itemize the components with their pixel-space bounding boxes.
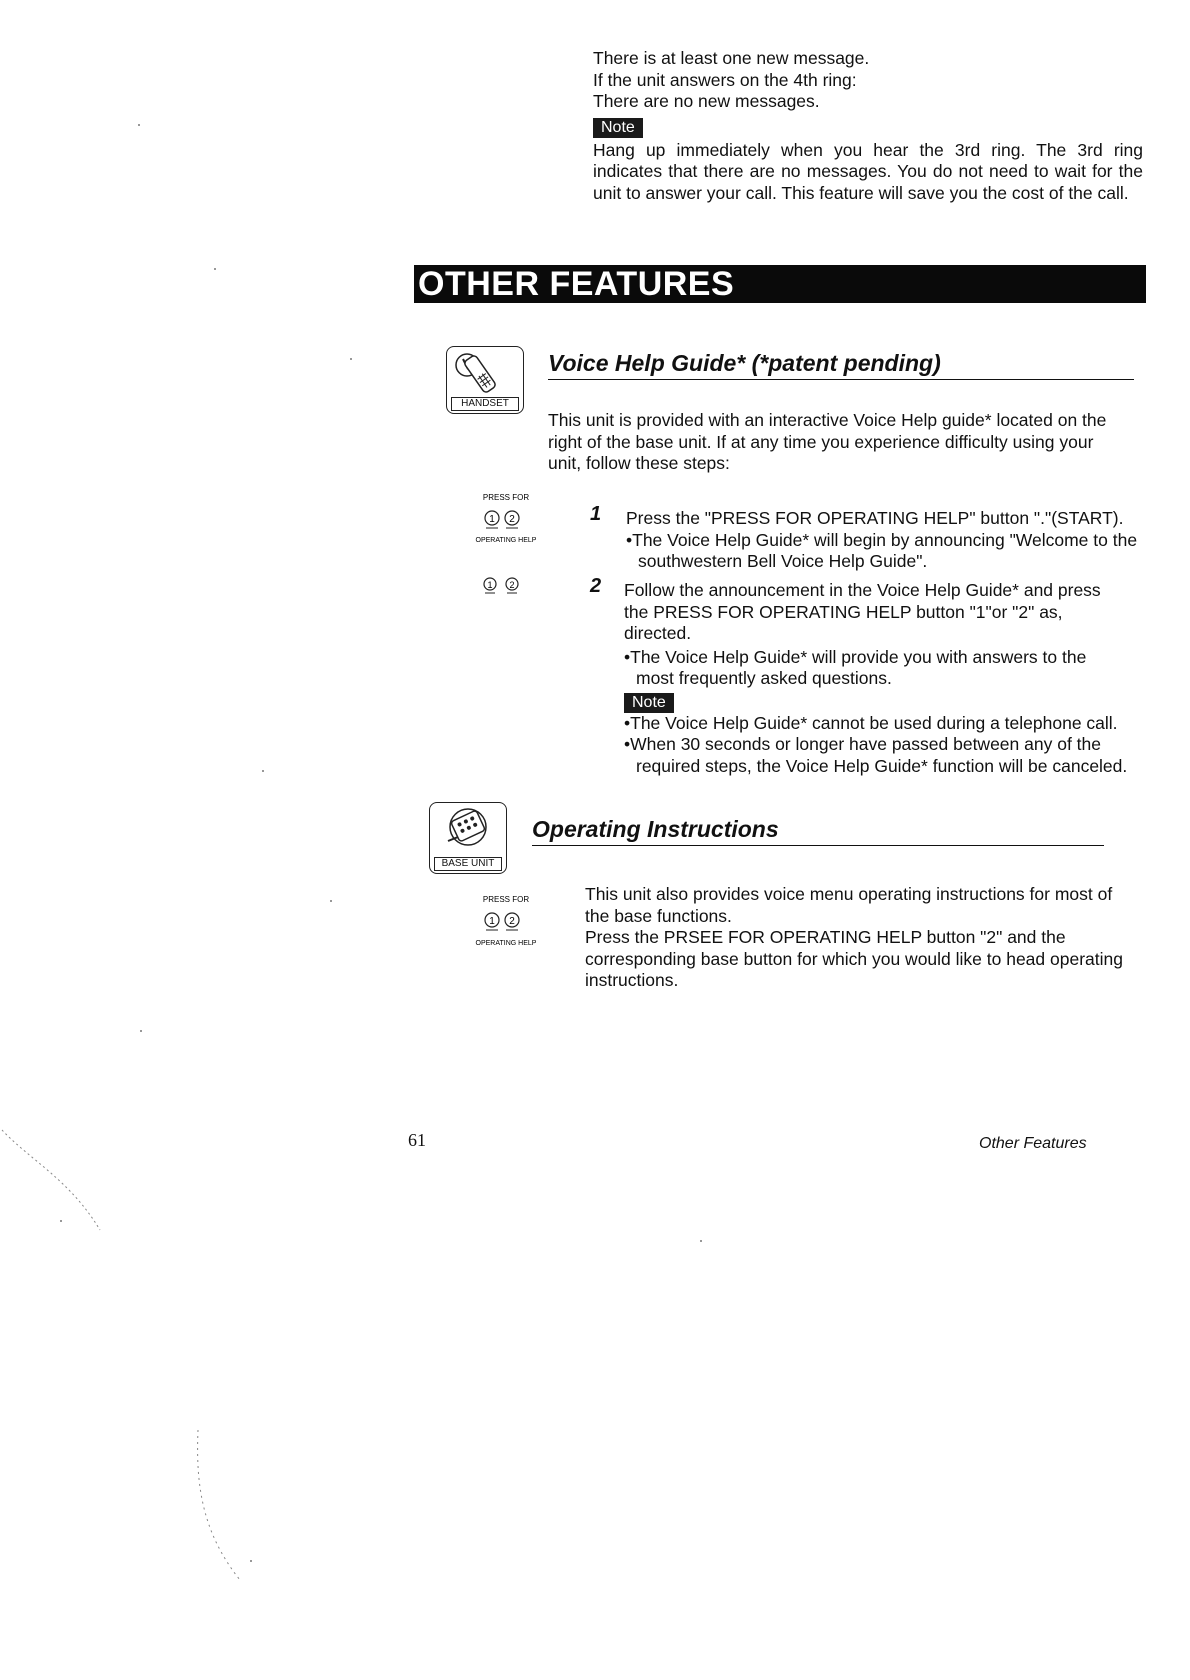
- note-badge: Note: [593, 118, 643, 138]
- step-1-number: 1: [590, 503, 602, 525]
- step-2-text: Follow the announcement in the Voice Help Guide* and press the PRESS FOR OPERATING HELP button "1"or "2" as, directed.: [624, 580, 1101, 643]
- base-unit-icon-box: [429, 802, 507, 874]
- voice-help-heading: Voice Help Guide* (*patent pending): [548, 350, 1134, 380]
- base-unit-icon: [430, 803, 506, 857]
- note-bullet-2: •When 30 seconds or longer have passed between any of the required steps, the Voice Help Guide* function will be canceled.: [624, 734, 1128, 776]
- footer-section-label: Other Features: [979, 1135, 1087, 1152]
- no-messages-line: There are no new messages.: [593, 91, 820, 111]
- help-button-2: 2: [509, 580, 515, 590]
- operating-ring-top-label: PRESS FOR: [482, 895, 530, 904]
- handset-label: HANDSET: [451, 397, 519, 411]
- scan-streak-lower: [190, 1430, 250, 1590]
- operating-button-2: 2: [509, 916, 515, 927]
- step-1-text: Press the "PRESS FOR OPERATING HELP" button "."(START).: [626, 508, 1124, 528]
- operating-help-button-icon: [466, 890, 546, 952]
- operating-para-2: Press the PRSEE FOR OPERATING HELP button "2" and the corresponding base button for which you would like to head operating instructions.: [585, 927, 1123, 990]
- button-1-label: 1: [489, 514, 495, 525]
- step-2-bullet: •The Voice Help Guide* will provide you with answers to the most frequently asked questions.: [624, 646, 1087, 688]
- handset-icon: [447, 347, 523, 399]
- step-1-bullet: •The Voice Help Guide* will begin by announcing "Welcome to the southwestern Bell Voice Help Guide".: [626, 529, 1138, 571]
- base-unit-label: BASE UNIT: [434, 857, 502, 871]
- section-banner: [414, 265, 1146, 303]
- banner-title: OTHER FEATURES: [418, 265, 735, 303]
- new-message-line: There is at least one new message.: [593, 48, 870, 68]
- press-for-help-button-icon: [466, 488, 546, 548]
- step-1: [626, 508, 1146, 573]
- help-buttons-icon: [478, 574, 528, 598]
- operating-button-1: 1: [489, 916, 495, 927]
- help-button-1: 1: [487, 580, 493, 590]
- top-block: [593, 48, 1143, 204]
- step-2: [624, 580, 1128, 777]
- button-2-label: 2: [509, 514, 515, 525]
- voice-help-intro: This unit is provided with an interactive Voice Help guide* located on the right of the base unit. If at any time you experience difficulty using your unit, follow these steps:: [548, 410, 1107, 473]
- step-2-note-badge: Note: [624, 693, 674, 713]
- button-ring-bottom-label: OPERATING HELP: [475, 537, 537, 544]
- note-bullet-1: •The Voice Help Guide* cannot be used during a telephone call.: [624, 712, 1118, 733]
- operating-body: [585, 884, 1140, 992]
- operating-para-1: This unit also provides voice menu operating instructions for most of the base functions.: [585, 884, 1113, 926]
- handset-icon-box: [446, 346, 524, 414]
- operating-heading: Operating Instructions: [532, 816, 1104, 846]
- scan-streak: [0, 1120, 120, 1240]
- note-text: Hang up immediately when you hear the 3rd ring. The 3rd ring indicates that there are no messages. You do not need to wait for the unit to answer your call. This feature will save you the cost of the call.: [593, 139, 1143, 203]
- button-ring-top-label: PRESS FOR: [482, 493, 530, 502]
- step-2-number: 2: [590, 575, 602, 597]
- page-number: 61: [408, 1130, 426, 1150]
- fourth-ring-line: If the unit answers on the 4th ring:: [593, 69, 857, 90]
- operating-ring-bottom-label: OPERATING HELP: [475, 940, 537, 947]
